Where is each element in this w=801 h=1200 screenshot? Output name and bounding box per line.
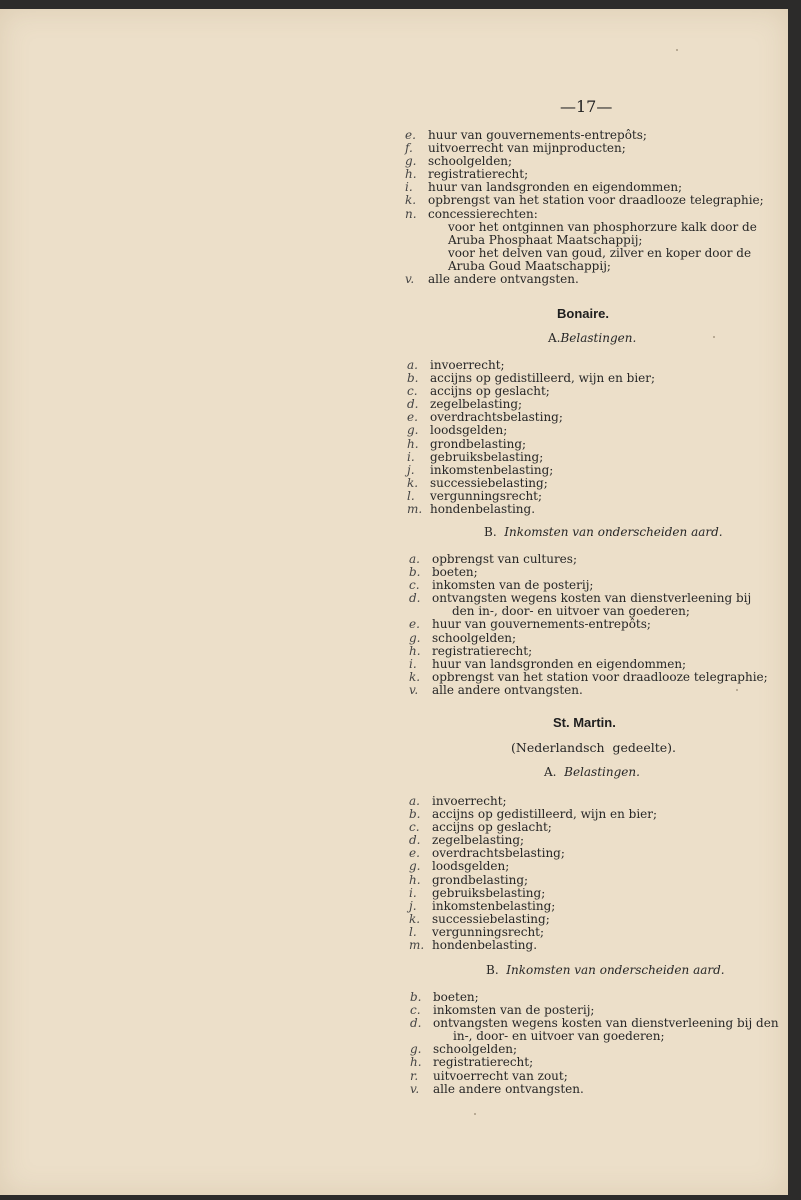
- item-text: accijns op gedistilleerd, wijn en bier;: [432, 807, 658, 822]
- item-text: alle andere ontvangsten.: [432, 682, 583, 697]
- item-letter: h.: [409, 872, 421, 887]
- item-letter: v.: [409, 682, 419, 697]
- item-letter: l.: [409, 924, 417, 939]
- bonaire-a-title: Belastingen.: [560, 331, 637, 345]
- item-letter: h.: [405, 167, 417, 182]
- item-text: boeten;: [432, 565, 478, 580]
- item-text: alle andere ontvangsten.: [433, 1081, 584, 1096]
- item-letter: c.: [409, 578, 420, 593]
- st-martin-inkomsten-list: [410, 990, 779, 1096]
- list-item: [410, 1083, 770, 1096]
- list-item: [405, 273, 765, 286]
- list-item: [409, 913, 769, 926]
- item-letter: m.: [407, 502, 423, 517]
- item-letter: k.: [405, 193, 417, 208]
- item-text: vergunningsrecht;: [430, 488, 543, 503]
- item-text: schoolgelden;: [428, 154, 513, 169]
- item-letter: m.: [409, 938, 425, 953]
- item-text: invoerrecht;: [432, 794, 507, 808]
- item-letter: k.: [409, 669, 421, 684]
- list-item: [407, 438, 767, 451]
- item-letter: c.: [409, 820, 420, 835]
- item-letter: e.: [409, 617, 420, 632]
- st-martin-b-subheading: [486, 963, 725, 977]
- list-item: [410, 1070, 770, 1083]
- item-text: schoolgelden;: [432, 630, 517, 645]
- item-text: inkomsten van de posterij;: [433, 1003, 595, 1018]
- item-text: den in-, door- en uitvoer van goederen;: [452, 604, 690, 619]
- item-text: overdrachtsbelasting;: [430, 410, 563, 425]
- item-text: loodsgelden;: [430, 423, 508, 438]
- item-text: inkomstenbelasting;: [432, 898, 556, 913]
- list-item: [409, 671, 769, 684]
- item-text: invoerrecht;: [430, 358, 505, 372]
- item-text: grondbelasting;: [430, 436, 527, 451]
- item-letter: k.: [407, 475, 419, 490]
- st-martin-a-subheading: [544, 765, 640, 779]
- bonaire-b-subheading: [484, 525, 723, 539]
- st-martin-heading: St. Martin.: [553, 715, 616, 730]
- item-text: inkomstenbelasting;: [430, 462, 554, 477]
- list-item: [409, 618, 769, 631]
- item-text: successiebelasting;: [430, 475, 548, 490]
- item-text: grondbelasting;: [432, 872, 529, 887]
- list-item: [409, 658, 769, 671]
- document-page: [0, 9, 788, 1195]
- item-text: zegelbelasting;: [430, 397, 523, 412]
- item-text: ontvangsten wegens kosten van dienstverleening bij: [432, 591, 752, 606]
- bonaire-a-subheading: [548, 331, 636, 345]
- item-letter: d.: [409, 591, 421, 606]
- item-letter: d.: [410, 1016, 422, 1031]
- item-text: opbrengst van het station voor draadlooze telegraphie;: [432, 669, 768, 684]
- item-letter: r.: [410, 1068, 419, 1083]
- list-item-continuation: [405, 247, 765, 260]
- item-text: uitvoerrecht van mijnproducten;: [428, 141, 626, 156]
- item-text: accijns op geslacht;: [432, 820, 552, 835]
- item-text: in-, door- en uitvoer van goederen;: [453, 1029, 665, 1044]
- bonaire-heading: Bonaire.: [557, 306, 610, 321]
- list-item: [405, 208, 765, 221]
- item-letter: c.: [407, 384, 418, 399]
- item-text: uitvoerrecht van zout;: [433, 1068, 568, 1083]
- st-martin-b-prefix: B.: [486, 963, 499, 977]
- st-martin-belastingen-list: [409, 795, 769, 952]
- item-text: zegelbelasting;: [432, 833, 525, 848]
- list-item-continuation: [405, 234, 765, 247]
- item-text: inkomsten van de posterij;: [432, 578, 594, 593]
- item-letter: k.: [409, 911, 421, 926]
- item-letter: g.: [409, 630, 421, 645]
- item-letter: j.: [409, 898, 417, 913]
- list-item: [409, 939, 769, 952]
- item-letter: f.: [405, 141, 413, 156]
- item-text: overdrachtsbelasting;: [432, 846, 565, 861]
- item-text: gebruiksbelasting;: [432, 885, 546, 900]
- list-item: [409, 645, 769, 658]
- bonaire-b-title: Inkomsten van onderscheiden aard.: [504, 525, 723, 539]
- item-letter: b.: [407, 371, 419, 386]
- list-item: [410, 1056, 770, 1069]
- paper-speck: [676, 49, 678, 51]
- item-letter: v.: [405, 272, 415, 287]
- item-text: huur van landsgronden en eigendommen;: [428, 180, 683, 195]
- item-letter: h.: [410, 1055, 422, 1070]
- list-item: [409, 900, 769, 913]
- item-text: registratierecht;: [433, 1055, 534, 1070]
- item-text: Aruba Phosphaat Maatschappij;: [448, 232, 643, 247]
- item-text: opbrengst van het station voor draadlooze telegraphie;: [428, 193, 764, 208]
- item-letter: b.: [410, 990, 422, 1004]
- item-letter: a.: [409, 552, 420, 566]
- item-text: registratierecht;: [428, 167, 529, 182]
- paper-speck: [736, 689, 738, 691]
- item-letter: g.: [409, 859, 421, 874]
- item-letter: e.: [407, 410, 418, 425]
- item-letter: c.: [410, 1003, 421, 1018]
- item-text: hondenbelasting.: [432, 938, 538, 953]
- item-letter: j.: [407, 462, 415, 477]
- page-number: —17—: [560, 97, 613, 116]
- list-item: [405, 194, 765, 207]
- paper-speck: [474, 1113, 476, 1115]
- item-text: alle andere ontvangsten.: [428, 272, 579, 287]
- item-letter: g.: [410, 1042, 422, 1057]
- list-item-continuation: [405, 221, 765, 234]
- item-letter: e.: [405, 128, 416, 142]
- st-martin-subtitle: (Nederlandsch gedeelte).: [511, 740, 676, 755]
- item-letter: g.: [407, 423, 419, 438]
- item-letter: h.: [407, 436, 419, 451]
- item-letter: g.: [405, 154, 417, 169]
- item-letter: n.: [405, 206, 417, 221]
- list-item: [409, 860, 769, 873]
- item-text: concessierechten:: [428, 206, 538, 221]
- item-text: voor het ontginnen van phosphorzure kalk door de: [448, 219, 757, 234]
- item-text: schoolgelden;: [433, 1042, 518, 1057]
- item-letter: b.: [409, 807, 421, 822]
- st-martin-b-title: Inkomsten van onderscheiden aard.: [506, 963, 725, 977]
- item-text: huur van gouvernements-entrepôts;: [428, 128, 647, 142]
- item-text: voor het delven van goud, zilver en koper door de: [448, 245, 752, 260]
- item-letter: a.: [409, 794, 420, 808]
- item-text: Aruba Goud Maatschappij;: [448, 258, 611, 273]
- item-text: registratierecht;: [432, 643, 533, 658]
- item-text: boeten;: [433, 990, 479, 1004]
- item-text: gebruiksbelasting;: [430, 449, 544, 464]
- list-item: [409, 632, 769, 645]
- list-item: [407, 503, 767, 516]
- paper-speck: [713, 336, 715, 338]
- list-item: [409, 684, 769, 697]
- item-letter: a.: [407, 358, 418, 372]
- item-letter: l.: [407, 488, 415, 503]
- item-text: successiebelasting;: [432, 911, 550, 926]
- item-letter: d.: [407, 397, 419, 412]
- item-text: accijns op geslacht;: [430, 384, 550, 399]
- item-letter: e.: [409, 846, 420, 861]
- bonaire-belastingen-list: [407, 359, 767, 516]
- list-item: [407, 424, 767, 437]
- item-letter: d.: [409, 833, 421, 848]
- list-item: [409, 887, 769, 900]
- item-text: huur van landsgronden en eigendommen;: [432, 656, 687, 671]
- item-letter: h.: [409, 643, 421, 658]
- item-letter: b.: [409, 565, 421, 580]
- aruba-list: [405, 129, 765, 286]
- bonaire-a-prefix: A.: [548, 331, 561, 345]
- item-text: ontvangsten wegens kosten van dienstverleening bij den: [433, 1016, 779, 1031]
- item-letter: i.: [407, 449, 415, 464]
- item-text: opbrengst van cultures;: [432, 552, 577, 566]
- list-item: [407, 464, 767, 477]
- list-item: [407, 477, 767, 490]
- bonaire-inkomsten-list: [409, 553, 769, 697]
- st-martin-a-prefix: A.: [544, 765, 557, 779]
- item-letter: i.: [409, 885, 417, 900]
- list-item: [409, 874, 769, 887]
- item-text: vergunningsrecht;: [432, 924, 545, 939]
- item-letter: i.: [405, 180, 413, 195]
- item-text: loodsgelden;: [432, 859, 510, 874]
- list-item: [407, 451, 767, 464]
- item-text: accijns op gedistilleerd, wijn en bier;: [430, 371, 656, 386]
- item-text: huur van gouvernements-entrepôts;: [432, 617, 651, 632]
- item-letter: v.: [410, 1081, 420, 1096]
- item-text: hondenbelasting.: [430, 502, 536, 517]
- st-martin-a-title: Belastingen.: [564, 765, 640, 779]
- bonaire-b-prefix: B.: [484, 525, 497, 539]
- item-letter: i.: [409, 656, 417, 671]
